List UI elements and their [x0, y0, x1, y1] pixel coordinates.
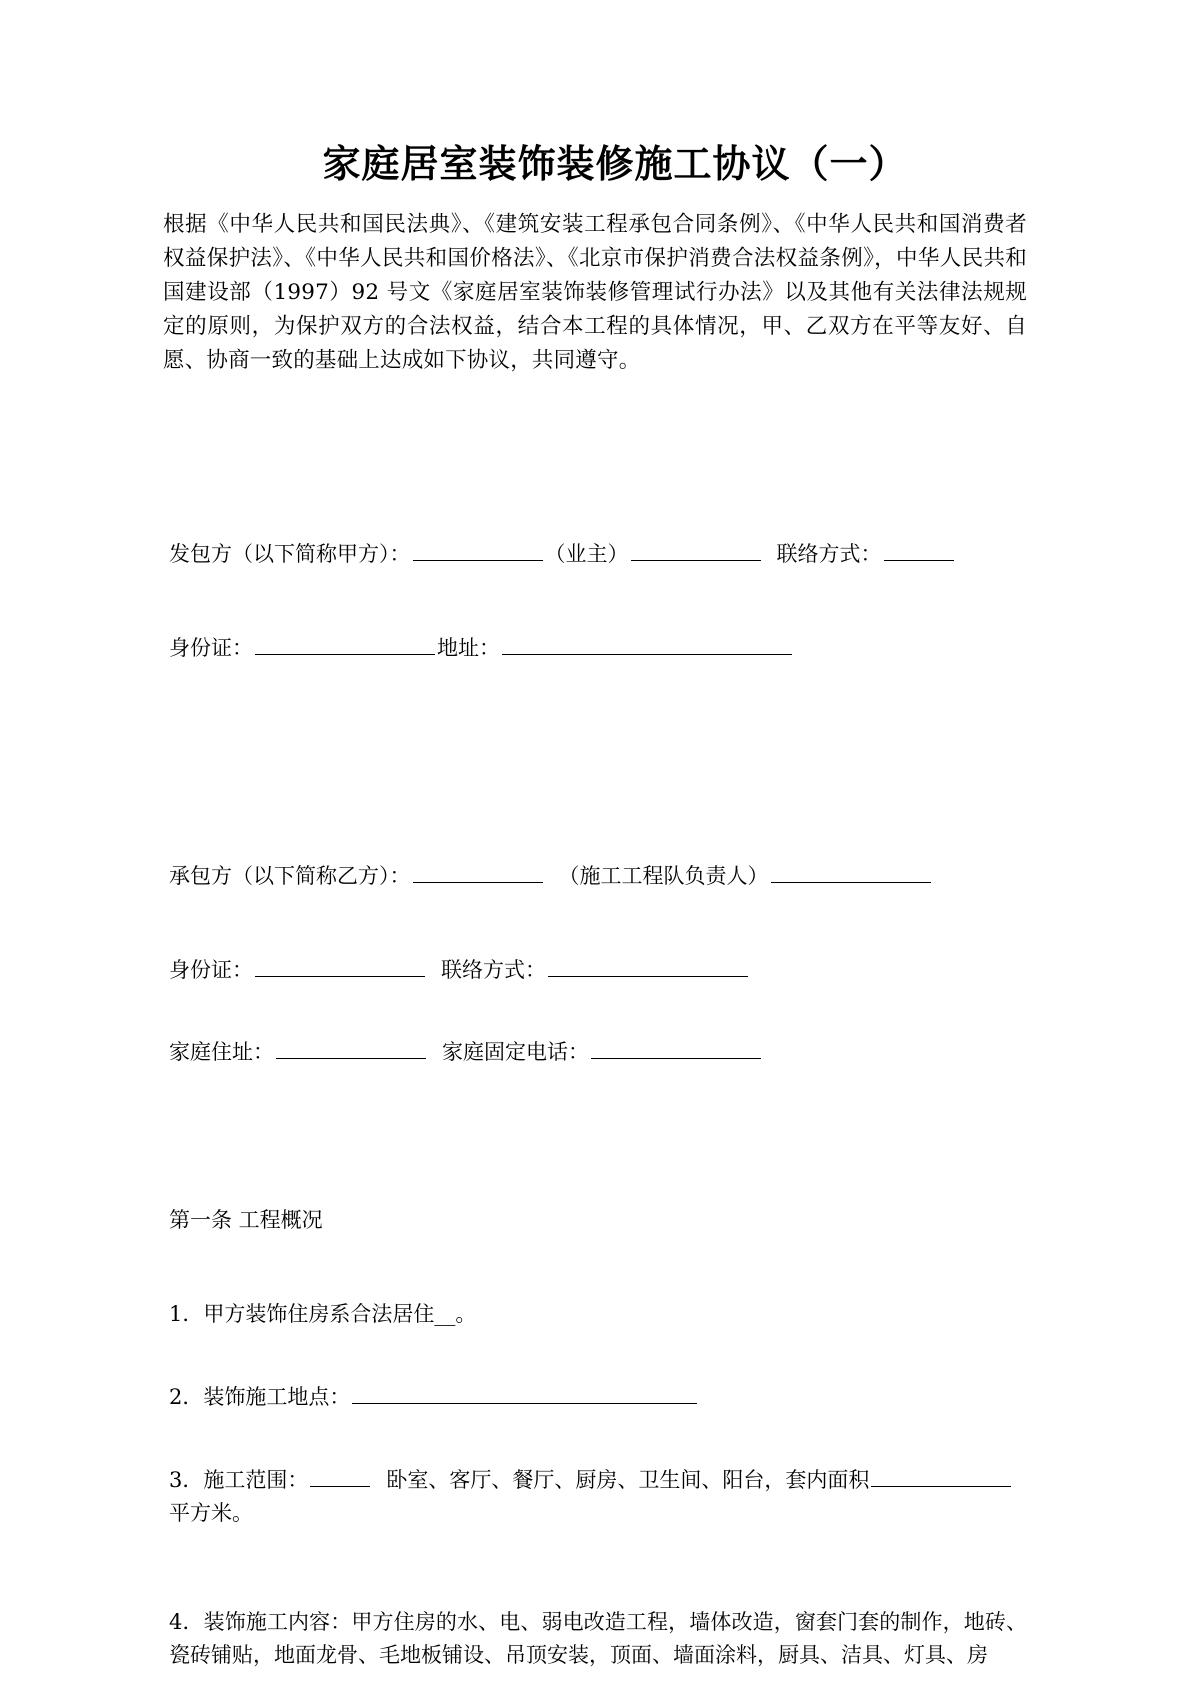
spacer: [163, 892, 1027, 954]
party-a-name-blank[interactable]: [413, 539, 543, 561]
party-b-leader-blank[interactable]: [771, 861, 931, 883]
spacer: [163, 1236, 1027, 1298]
spacer: [163, 452, 1027, 478]
document-content: [163, 0, 1027, 1672]
clause-one-item-3-suffix: 平方米。: [169, 1500, 253, 1525]
party-a-address-blank[interactable]: [502, 633, 792, 655]
party-b-phone-label: 家庭固定电话：: [442, 1039, 589, 1064]
party-a-id-blank[interactable]: [255, 633, 435, 655]
spacer: [163, 378, 1027, 452]
page-title: 家庭居室装饰装修施工协议（一）: [322, 141, 908, 186]
party-a-owner-blank[interactable]: [631, 539, 761, 561]
party-a-owner-label: （业主）: [544, 541, 629, 566]
party-a-block: [163, 538, 1027, 664]
spacer: [163, 1530, 1027, 1580]
spacer: [163, 738, 1027, 800]
party-b-id-line: [163, 954, 1027, 986]
intro-paragraph: 根据《中华人民共和国民法典》、《建筑安装工程承包合同条例》、《中华人民共和国消费者权益保护法》、《中华人民共和国价格法》、《北京市保护消费合法权益条例》，中华人民共和国建设部（1997）92 号文《家庭居室装饰装修管理试行办法》以及其他有关法律法规规定的原则，为保护双方的合法权益，结合本工程的具体情况，甲、乙双方在平等友好、自愿、协商一致的基础上达成如下协议，共同遵守。: [163, 211, 1027, 373]
party-b-contact-blank[interactable]: [548, 955, 748, 977]
party-b-leader-label: （施工工程队负责人）: [558, 863, 769, 888]
party-a-contact-blank[interactable]: [884, 539, 954, 561]
party-b-home-label: 家庭住址：: [169, 1039, 274, 1064]
clause-one-item-2-label: 2．装饰施工地点：: [169, 1384, 351, 1409]
spacer: [163, 664, 1027, 738]
construction-location-blank[interactable]: [352, 1382, 697, 1404]
clause-one-item-2: [163, 1381, 1027, 1414]
party-a-contact-label: 联络方式：: [776, 541, 882, 566]
spacer: [163, 1068, 1027, 1142]
party-a-id-line: [163, 632, 1027, 664]
clause-one-item-3-middle: 卧室、客厅、餐厅、厨房、卫生间、阳台，套内面积: [386, 1467, 870, 1492]
party-b-name-line: [163, 860, 1027, 892]
spacer: [163, 1580, 1027, 1606]
clause-one-item-3-prefix: 3．施工范围：: [169, 1467, 309, 1492]
party-a-name-line: [163, 538, 1027, 570]
spacer: [163, 570, 1027, 632]
party-b-home-blank[interactable]: [276, 1037, 426, 1059]
spacer: [163, 986, 1027, 1036]
party-a-label: 发包方（以下简称甲方）：: [169, 541, 411, 566]
party-b-name-blank[interactable]: [413, 861, 543, 883]
spacer: [163, 1142, 1027, 1204]
clause-one-item-4: 4．装饰施工内容：甲方住房的水、电、弱电改造工程，墙体改造，窗套门套的制作，地砖、瓷砖铺贴，地面龙骨、毛地板铺设、吊顶安装，顶面、墙面涂料，厨具、洁具、灯具、房: [169, 1609, 1027, 1667]
party-b-id-blank[interactable]: [255, 955, 425, 977]
party-a-id-label: 身份证：: [169, 635, 253, 660]
party-b-contact-label: 联络方式：: [441, 957, 546, 982]
clause-one-item-3: [163, 1464, 1027, 1530]
party-b-phone-blank[interactable]: [591, 1037, 761, 1059]
party-b-label: 承包方（以下简称乙方）：: [169, 863, 411, 888]
party-a-address-label: 地址：: [437, 635, 500, 660]
clause-one-heading: 第一条 工程概况: [169, 1207, 323, 1232]
party-b-block: [163, 860, 1027, 1068]
spacer: [163, 1414, 1027, 1464]
party-b-home-line: [163, 1036, 1027, 1068]
clause-one-item-1: 1．甲方装饰住房系合法居住__。: [169, 1301, 477, 1326]
inner-area-blank[interactable]: [871, 1465, 1011, 1487]
scope-blank[interactable]: [310, 1465, 370, 1487]
party-b-id-label: 身份证：: [169, 957, 253, 982]
spacer: [163, 1331, 1027, 1381]
